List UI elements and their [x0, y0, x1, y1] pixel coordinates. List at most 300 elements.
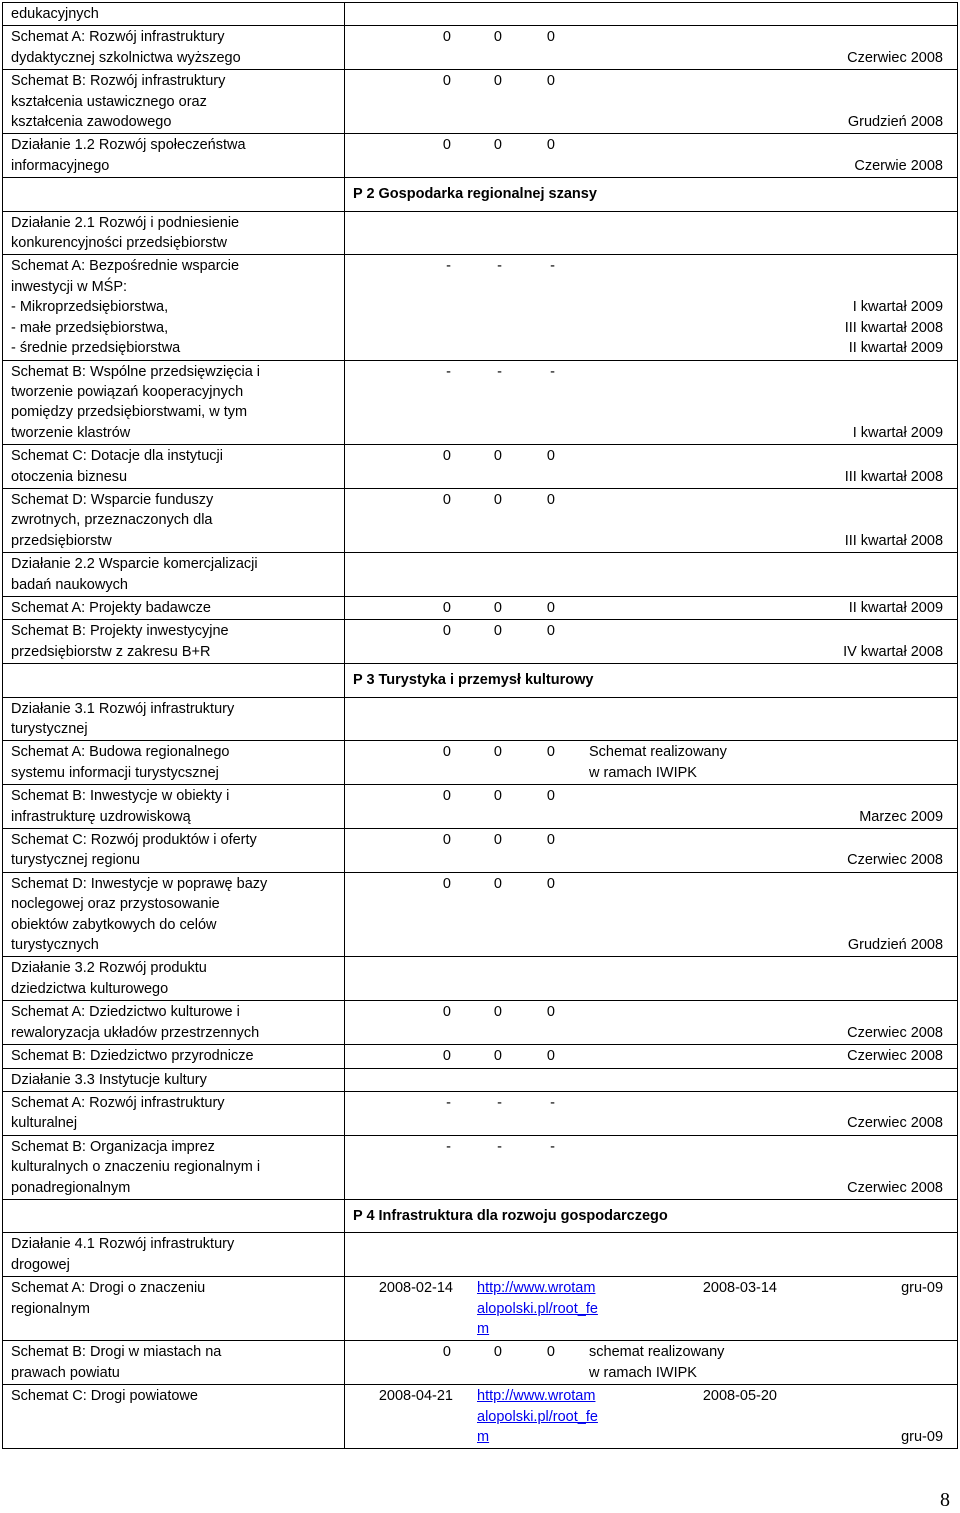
table-row — [3, 596, 958, 619]
value-cell — [506, 4, 559, 24]
value-cell: 0 — [546, 599, 555, 616]
label-line: - małe przedsiębiorstwa, — [11, 319, 169, 336]
table-row — [3, 1068, 958, 1091]
url-link[interactable]: http://www.wrotam — [477, 1280, 596, 1297]
date-line: Czerwiec 2008 — [847, 1179, 944, 1196]
row-label — [3, 1233, 345, 1277]
row-label — [3, 1385, 345, 1449]
spacer — [559, 402, 943, 422]
value-cell: 0 — [493, 491, 502, 508]
label-line: Działanie 4.1 Rozwój infrastruktury — [11, 1236, 235, 1253]
row-values — [345, 1001, 958, 1045]
schedule-table — [2, 2, 958, 1449]
spacer — [559, 490, 943, 510]
value-cell: 0 — [442, 1344, 451, 1361]
table-row — [3, 360, 958, 445]
row-values — [345, 1135, 958, 1199]
values-wrap — [345, 1278, 953, 1339]
value-cell: 0 — [493, 875, 502, 892]
value-cell — [506, 1070, 559, 1090]
values-wrap — [345, 362, 953, 444]
row-values — [345, 1233, 958, 1277]
label-line: regionalnym — [11, 1300, 90, 1317]
label-line: Schemat B: Dziedzictwo przyrodnicze — [11, 1048, 254, 1065]
value-cell — [455, 213, 506, 254]
values-wrap — [345, 1342, 953, 1383]
table-row — [3, 1091, 958, 1135]
value-cell: 0 — [442, 832, 451, 849]
row-values — [345, 134, 958, 178]
date-cell — [559, 71, 953, 132]
table-row — [3, 620, 958, 664]
label-line: turystycznych — [11, 937, 99, 954]
value-cell: 0 — [442, 875, 451, 892]
date-line: III kwartał 2008 — [844, 532, 944, 549]
date-cell — [559, 830, 953, 871]
spacer — [783, 1407, 943, 1427]
value-cell: 0 — [493, 599, 502, 616]
value-cell: 0 — [442, 491, 451, 508]
table-row — [3, 872, 958, 957]
page-number: 8 — [940, 1489, 950, 1511]
value-cell: - — [550, 258, 555, 275]
date-cell — [559, 1046, 953, 1066]
value-cell: 0 — [493, 744, 502, 761]
row-values — [345, 1091, 958, 1135]
table-row — [3, 3, 958, 26]
label-line: - średnie przedsiębiorstwa — [11, 340, 181, 357]
spacer — [559, 135, 943, 155]
date-cell — [559, 4, 953, 24]
value-cell — [506, 554, 559, 595]
label-line: Schemat B: Rozwój infrastruktury — [11, 73, 226, 90]
label-line: Schemat A: Projekty badawcze — [11, 599, 211, 616]
url-link[interactable]: http://www.wrotam — [477, 1388, 596, 1405]
spacer — [559, 1070, 943, 1090]
values-wrap — [345, 256, 953, 358]
values-wrap — [345, 27, 953, 68]
date-line: gru-09 — [901, 1429, 944, 1445]
table-row — [3, 829, 958, 873]
values-wrap — [345, 1137, 953, 1198]
label-line: edukacyjnych — [11, 6, 99, 22]
values-wrap — [345, 1046, 953, 1066]
value-cell: 0 — [442, 137, 451, 154]
label-line: turystycznej regionu — [11, 852, 140, 869]
label-line: dydaktycznej szkolnictwa wyższego — [11, 49, 241, 66]
value-cell: 0 — [442, 599, 451, 616]
date-cell — [559, 1070, 953, 1090]
label-line: Schemat A: Budowa regionalnego — [11, 744, 230, 761]
date-cell — [559, 1093, 953, 1134]
spacer — [559, 92, 943, 112]
spacer — [559, 362, 943, 382]
value-cell: 0 — [493, 832, 502, 849]
date-line: I kwartał 2009 — [852, 299, 944, 316]
label-line: Schemat A: Bezpośrednie wsparcie — [11, 258, 240, 275]
date-line: Grudzień 2008 — [847, 937, 944, 954]
row-label — [3, 1045, 345, 1068]
date-end: 2008-05-20 — [702, 1388, 777, 1405]
spacer — [559, 979, 943, 999]
value-cell: 0 — [442, 73, 451, 90]
row-label — [3, 1341, 345, 1385]
date-cell — [559, 1342, 953, 1383]
row-values — [345, 829, 958, 873]
date-line: Marzec 2009 — [859, 808, 944, 825]
value-cell: 0 — [442, 1048, 451, 1065]
label-line: informacyjnego — [11, 157, 110, 174]
row-label — [3, 785, 345, 829]
value-cell: - — [550, 1138, 555, 1155]
section-row — [3, 1199, 958, 1232]
date-cell — [783, 1386, 953, 1447]
table-row — [3, 1277, 958, 1341]
url-link[interactable]: alopolski.pl/root_fe — [477, 1300, 598, 1317]
row-label — [3, 211, 345, 255]
values-wrap — [345, 135, 953, 176]
values-wrap — [345, 1386, 953, 1447]
date-cell — [559, 362, 953, 444]
value-cell: 0 — [546, 788, 555, 805]
date-cell — [559, 446, 953, 487]
section-spacer — [3, 1199, 345, 1232]
spacer — [559, 71, 943, 91]
section-title-p3: P 3 Turystyka i przemysł kulturowy — [345, 664, 958, 697]
date-cell — [559, 490, 953, 551]
label-line: Schemat C: Drogi powiatowe — [11, 1388, 198, 1405]
values-wrap — [345, 446, 953, 487]
label-line: przedsiębiorstw — [11, 532, 112, 549]
values-wrap — [345, 742, 953, 783]
label-line: drogowej — [11, 1256, 70, 1273]
value-cell — [345, 4, 455, 24]
row-label — [3, 1135, 345, 1199]
spacer — [559, 958, 943, 978]
label-line: Schemat A: Rozwój infrastruktury — [11, 1094, 225, 1111]
row-values — [345, 785, 958, 829]
label-line: - Mikroprzedsiębiorstwa, — [11, 299, 169, 316]
label-line: tworzenie powiązań kooperacyjnych — [11, 383, 244, 400]
label-line: otoczenia biznesu — [11, 468, 128, 485]
label-line: zwrotnych, przeznaczonych dla — [11, 512, 213, 529]
label-line: kształcenia zawodowego — [11, 114, 172, 131]
value-cell: 0 — [546, 491, 555, 508]
row-label — [3, 1277, 345, 1341]
row-values — [345, 1068, 958, 1091]
row-label — [3, 445, 345, 489]
date-cell — [559, 699, 953, 740]
label-line: badań naukowych — [11, 576, 128, 593]
row-label — [3, 3, 345, 26]
spacer — [559, 4, 943, 24]
link-cell — [457, 1278, 597, 1339]
row-label — [3, 741, 345, 785]
table-row — [3, 70, 958, 134]
value-cell: 0 — [546, 73, 555, 90]
value-cell — [455, 699, 506, 740]
row-values — [345, 211, 958, 255]
value-cell: 0 — [546, 1048, 555, 1065]
spacer — [559, 1002, 943, 1022]
spacer — [559, 510, 943, 530]
section-row — [3, 664, 958, 697]
date-cell — [559, 598, 953, 618]
row-label — [3, 872, 345, 957]
spacer — [559, 719, 943, 739]
values-wrap — [345, 830, 953, 871]
spacer — [559, 874, 943, 894]
values-wrap — [345, 1070, 953, 1090]
value-cell — [455, 4, 506, 24]
label-line: Schemat B: Projekty inwestycyjne — [11, 623, 229, 640]
date-line: Czerwie 2008 — [854, 157, 944, 174]
row-values — [345, 957, 958, 1001]
row-label — [3, 70, 345, 134]
row-values — [345, 1045, 958, 1068]
label-line: konkurencyjności przedsiębiorstw — [11, 235, 227, 252]
date-line: Grudzień 2008 — [847, 114, 944, 131]
label-line: Schemat A: Dziedzictwo kulturowe i — [11, 1004, 240, 1021]
value-cell: 0 — [546, 1344, 555, 1361]
date-cell — [559, 1137, 953, 1198]
value-cell: 0 — [493, 1004, 502, 1021]
row-label — [3, 255, 345, 360]
url-link[interactable]: m — [477, 1320, 490, 1337]
value-cell — [345, 213, 455, 254]
date-line: III kwartał 2008 — [844, 319, 944, 336]
row-label — [3, 1001, 345, 1045]
spacer — [559, 554, 943, 574]
label-line: ponadregionalnym — [11, 1179, 131, 1196]
values-wrap — [345, 490, 953, 551]
value-cell: 0 — [442, 744, 451, 761]
table-row — [3, 134, 958, 178]
value-cell — [455, 1070, 506, 1090]
value-cell: - — [497, 363, 502, 380]
label-line: infrastrukturę uzdrowiskową — [11, 808, 191, 825]
date-line: I kwartał 2009 — [852, 424, 944, 441]
row-label — [3, 26, 345, 70]
date-cell — [783, 1278, 953, 1339]
values-wrap — [345, 699, 953, 740]
label-line: tworzenie klastrów — [11, 424, 131, 441]
section-title-p4: P 4 Infrastruktura dla rozwoju gospodarczego — [345, 1199, 958, 1232]
row-values — [345, 553, 958, 597]
row-values — [345, 26, 958, 70]
value-cell: 0 — [546, 448, 555, 465]
row-values — [345, 70, 958, 134]
table-row — [3, 1385, 958, 1449]
values-wrap — [345, 4, 953, 24]
value-cell: 0 — [493, 29, 502, 46]
table-row — [3, 697, 958, 741]
label-line: dziedzictwa kulturowego — [11, 980, 169, 997]
spacer — [559, 621, 943, 641]
value-cell — [455, 958, 506, 999]
spacer — [559, 1157, 943, 1177]
value-cell: - — [446, 258, 451, 275]
values-wrap — [345, 621, 953, 662]
date-cell — [559, 742, 953, 783]
values-wrap — [345, 1093, 953, 1134]
value-cell: 0 — [493, 73, 502, 90]
label-line: kulturalnej — [11, 1115, 78, 1132]
value-cell: - — [446, 1138, 451, 1155]
value-cell — [506, 213, 559, 254]
values-wrap — [345, 786, 953, 827]
value-cell: 0 — [442, 1004, 451, 1021]
values-wrap — [345, 874, 953, 956]
date-line: Schemat realizowany — [589, 744, 727, 761]
table-row — [3, 1341, 958, 1385]
value-cell — [345, 554, 455, 595]
table-row — [3, 211, 958, 255]
spacer — [559, 786, 943, 806]
row-values — [345, 741, 958, 785]
date-end: 2008-03-14 — [702, 1280, 777, 1297]
date-cell — [559, 621, 953, 662]
spacer — [559, 382, 943, 402]
value-cell: - — [446, 363, 451, 380]
date-cell — [559, 1002, 953, 1043]
table-row — [3, 957, 958, 1001]
value-cell: 0 — [493, 1344, 502, 1361]
date-line: Czerwiec 2008 — [847, 1024, 944, 1041]
label-line: Działanie 2.2 Wsparcie komercjalizacji — [11, 556, 258, 573]
spacer — [559, 894, 943, 914]
date-line: IV kwartał 2008 — [843, 643, 944, 660]
value-cell — [345, 699, 455, 740]
spacer — [559, 233, 943, 253]
value-cell — [506, 699, 559, 740]
date-line: schemat realizowany — [589, 1344, 725, 1361]
date-cell — [559, 874, 953, 956]
date-line: Czerwiec 2008 — [847, 1115, 944, 1132]
date-cell — [559, 786, 953, 827]
spacer — [559, 575, 943, 595]
label-line: turystycznej — [11, 721, 88, 737]
row-label — [3, 596, 345, 619]
spacer — [559, 446, 943, 466]
value-cell — [345, 1070, 455, 1090]
url-link[interactable]: alopolski.pl/root_fe — [477, 1408, 598, 1425]
row-values — [345, 1341, 958, 1385]
label-line: Działanie 3.3 Instytucje kultury — [11, 1071, 207, 1088]
label-line: noclegowej oraz przystosowanie — [11, 896, 220, 913]
values-wrap — [345, 598, 953, 618]
label-line: przedsiębiorstw z zakresu B+R — [11, 643, 211, 660]
link-cell — [457, 1386, 597, 1447]
date-line: Czerwiec 2008 — [847, 1048, 944, 1065]
label-line: prawach powiatu — [11, 1364, 120, 1381]
value-cell — [345, 958, 455, 999]
section-spacer — [3, 664, 345, 697]
label-line: Schemat A: Drogi o znaczeniu — [11, 1280, 206, 1297]
row-label — [3, 829, 345, 873]
value-cell: 0 — [442, 788, 451, 805]
table-row — [3, 1233, 958, 1277]
date-line: Czerwiec 2008 — [847, 852, 944, 869]
date-line: II kwartał 2009 — [848, 340, 944, 357]
row-values — [345, 445, 958, 489]
row-label — [3, 553, 345, 597]
label-line: systemu informacji turystycsznej — [11, 764, 219, 781]
row-label — [3, 360, 345, 445]
label-line: kulturalnych o znaczeniu regionalnym i — [11, 1159, 261, 1176]
value-cell: 0 — [493, 448, 502, 465]
date-line: gru-09 — [901, 1280, 944, 1297]
label-line: Działanie 1.2 Rozwój społeczeństwa — [11, 137, 246, 154]
label-line: Działanie 2.1 Rozwój i podniesienie — [11, 214, 240, 231]
date-line: w ramach IWIPK — [589, 1364, 697, 1381]
spacer — [559, 915, 943, 935]
row-values — [345, 872, 958, 957]
value-cell: 0 — [493, 788, 502, 805]
values-wrap — [345, 554, 953, 595]
row-label — [3, 134, 345, 178]
row-values — [345, 1385, 958, 1449]
values-wrap — [345, 1002, 953, 1043]
table-row — [3, 1001, 958, 1045]
values-wrap — [345, 71, 953, 132]
row-values — [345, 488, 958, 552]
label-line: Schemat C: Dotacje dla instytucji — [11, 448, 223, 465]
value-cell: - — [497, 258, 502, 275]
spacer — [559, 213, 943, 233]
label-line: Schemat D: Inwestycje w poprawę bazy — [11, 875, 268, 892]
table-row — [3, 488, 958, 552]
section-row — [3, 178, 958, 211]
row-label — [3, 957, 345, 1001]
label-line: kształcenia ustawicznego oraz — [11, 93, 207, 110]
value-cell: 0 — [493, 623, 502, 640]
date-cell — [559, 135, 953, 176]
label-line: Działanie 3.2 Rozwój produktu — [11, 960, 207, 977]
value-cell: 0 — [546, 832, 555, 849]
label-line: Schemat B: Organizacja imprez — [11, 1138, 215, 1155]
label-line: Schemat B: Inwestycje w obiekty i — [11, 788, 230, 805]
value-cell: 0 — [546, 623, 555, 640]
date-line: w ramach IWIPK — [589, 764, 697, 781]
table-row — [3, 255, 958, 360]
value-cell: 0 — [442, 623, 451, 640]
table-row — [3, 553, 958, 597]
row-values — [345, 255, 958, 360]
value-cell: 0 — [546, 1004, 555, 1021]
spacer — [559, 256, 943, 276]
spacer — [559, 1137, 943, 1157]
values-wrap — [345, 213, 953, 254]
table-row — [3, 1135, 958, 1199]
row-label — [3, 697, 345, 741]
table-row — [3, 741, 958, 785]
row-values — [345, 596, 958, 619]
value-cell — [506, 958, 559, 999]
label-line: inwestycji w MŚP: — [11, 278, 128, 295]
value-cell: 0 — [546, 137, 555, 154]
value-cell: 0 — [493, 1048, 502, 1065]
values-wrap — [345, 958, 953, 999]
url-link[interactable]: m — [477, 1429, 490, 1445]
date-cell — [559, 256, 953, 358]
date-start: 2008-04-21 — [378, 1388, 453, 1405]
label-line: obiektów zabytkowych do celów — [11, 916, 217, 933]
row-label — [3, 1091, 345, 1135]
date-cell — [559, 27, 953, 68]
row-values — [345, 3, 958, 26]
row-label — [3, 1068, 345, 1091]
